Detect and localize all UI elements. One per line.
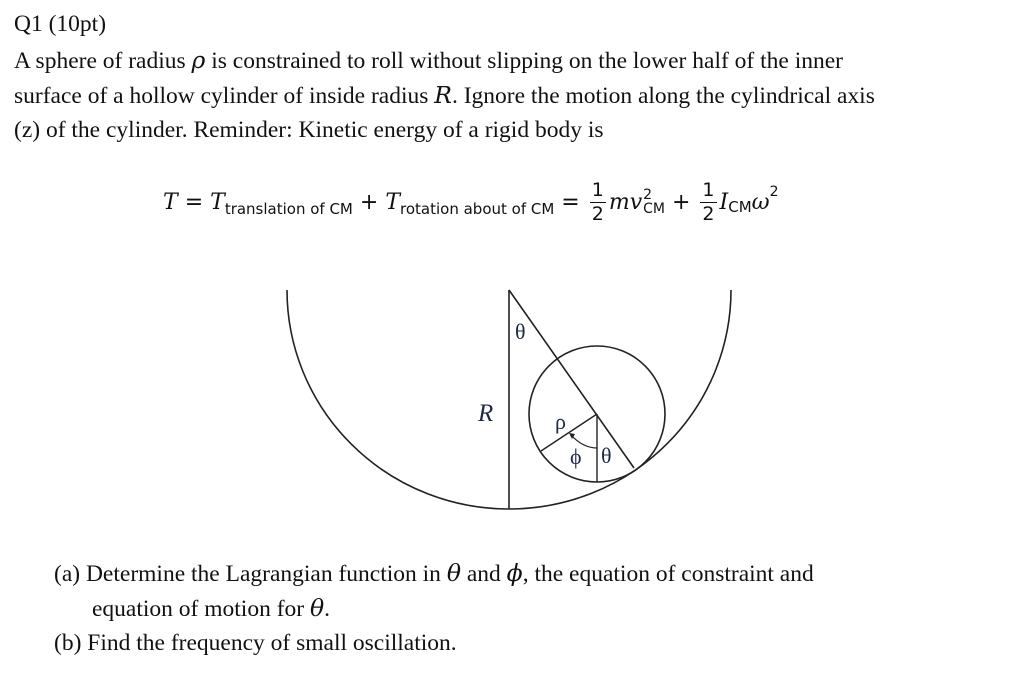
label-theta-bottom: θ [601, 443, 612, 468]
eq-plus-2: + [671, 189, 691, 215]
label-phi: ϕ [570, 444, 582, 469]
frac-num: 1 [702, 178, 715, 201]
part-b: (b) Find the frequency of small oscillation. [54, 630, 457, 656]
part-a-text: (a) Determine the Lagrangian function in [54, 561, 447, 587]
sup: 2 [643, 187, 653, 203]
eq-I: I [719, 189, 729, 215]
rho-radius-line [541, 414, 597, 451]
intro-text: is constrained to roll without slipping on the lower half of the inner [205, 48, 843, 74]
phi-symbol: ϕ [506, 559, 523, 587]
eq-t2-sub: rotation about of CM [400, 200, 555, 218]
theta-symbol: θ [446, 559, 461, 587]
eq-equals-2: = [561, 189, 580, 215]
part-a-text: equation of motion for [92, 596, 310, 622]
part-a-text: and [460, 561, 507, 587]
diagonal-line [509, 290, 634, 468]
eq-lhs: T [163, 189, 178, 215]
eq-t1: T [210, 189, 225, 215]
part-a-line-2 [92, 594, 331, 622]
label-theta-top: θ [515, 319, 526, 344]
eq-I-sub: CM [728, 198, 752, 216]
part-a-text: , the equation of constraint and [522, 561, 814, 587]
part-a-line-1 [54, 559, 814, 587]
eq-plus: + [359, 189, 379, 215]
frac-den: 2 [702, 202, 715, 225]
intro-text: A sphere of radius [14, 48, 192, 74]
rho-symbol: ρ [191, 46, 206, 74]
frac-num: 1 [591, 178, 604, 201]
question-title: Q1 (10pt) [14, 11, 107, 37]
intro-text: (z) of the cylinder. Reminder: Kinetic energy of a rigid body is [14, 117, 604, 143]
part-a-text: . [324, 596, 331, 622]
eq-t1-sub: translation of CM [224, 200, 353, 218]
eq-equals: = [184, 189, 204, 215]
intro-text: . Ignore the motion along the cylindrical axis [451, 83, 875, 109]
label-R: R [478, 400, 494, 427]
intro-text: surface of a hollow cylinder of inside radius [14, 83, 435, 109]
frac-den: 2 [591, 202, 604, 225]
eq-t2: T [385, 189, 401, 215]
eq-omega-sup: 2 [769, 184, 779, 200]
eq-omega: ω [751, 189, 770, 215]
sub: CM [643, 201, 665, 217]
eq-mv: mv [608, 189, 643, 215]
R-symbol: R [434, 81, 452, 109]
theta-symbol: θ [309, 594, 325, 622]
label-rho: ρ [555, 409, 566, 434]
